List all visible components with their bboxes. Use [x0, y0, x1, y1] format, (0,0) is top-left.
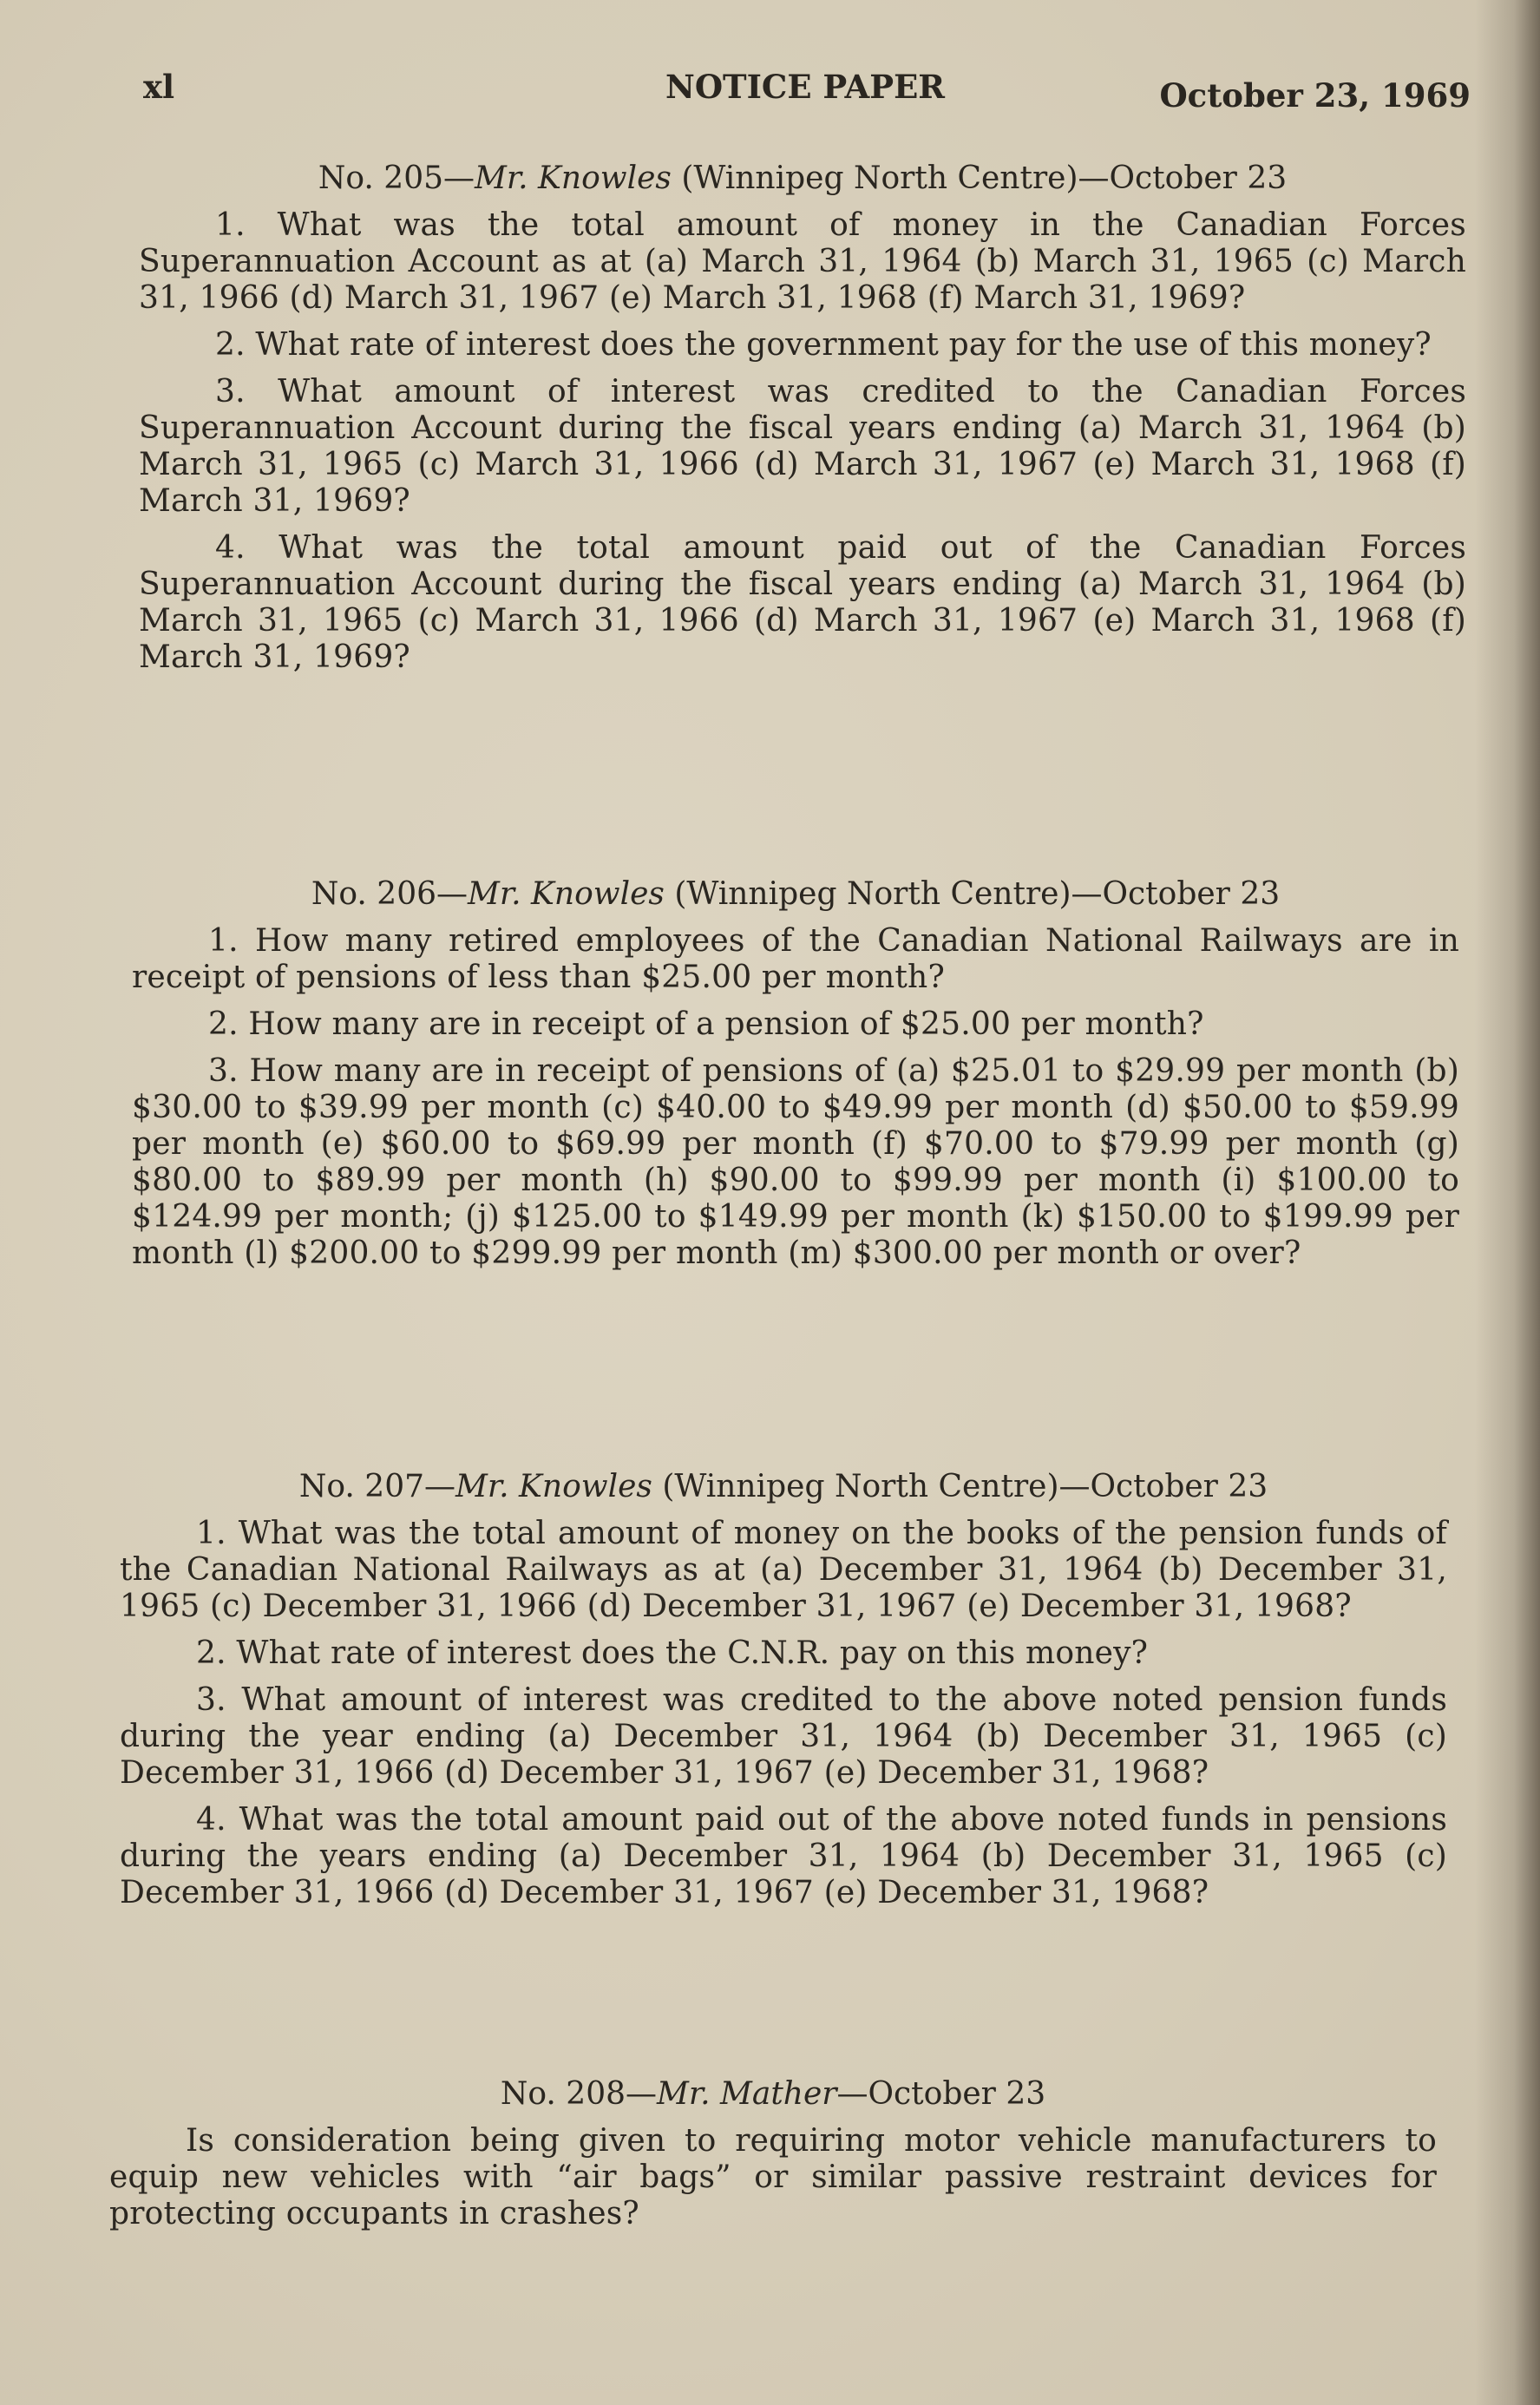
notice-207 [120, 1469, 1447, 1922]
notice-riding-date: (Winnipeg North Centre)—October 23 [671, 161, 1288, 196]
question-3: 3. What amount of interest was credited to the Canadian Forces Superannuation Account during the fiscal years ending (a) March 31, 1964 (b) March 31, 1965 (c) March 31, 1966 (d) March 31, 1967 (e) March 31, 1968 (f) March 31, 1969? [139, 374, 1466, 519]
question-2: 2. What rate of interest does the government pay for the use of this money? [215, 327, 1432, 363]
question-4: 4. What was the total amount paid out of the above noted funds in pensions during the years ending (a) December 31, 1964 (b) December 31, 1965 (c) December 31, 1966 (d) December 31, 1967 (e) December 31, 1968? [120, 1802, 1447, 1910]
question-1: 1. How many retired employees of the Canadian National Railways are in receipt of pensions of less than $25.00 per month? [132, 923, 1459, 995]
question-1: 1. What was the total amount of money in the Canadian Forces Superannuation Account as at (a) March 31, 1964 (b) March 31, 1965 (c) March 31, 1966 (d) March 31, 1967 (e) March 31, 1968 (f) March 31, 1969? [139, 207, 1466, 316]
notice-member: Mr. Knowles [455, 1469, 652, 1504]
notice-208 [109, 2076, 1437, 2243]
notice-heading [120, 1469, 1447, 1505]
question-2: 2. How many are in receipt of a pension of $25.00 per month? [208, 1006, 1204, 1042]
page-header [143, 68, 1471, 120]
notice-riding-date: (Winnipeg North Centre)—October 23 [652, 1469, 1268, 1504]
notice-riding-date: —October 23 [836, 2076, 1046, 2112]
question-4: 4. What was the total amount paid out of the Canadian Forces Superannuation Account during the fiscal years ending (a) March 31, 1964 (b) March 31, 1965 (c) March 31, 1966 (d) March 31, 1967 (e) March 31, 1968 (f) March 31, 1969? [139, 530, 1466, 675]
notice-number: No. 207— [298, 1469, 455, 1504]
question-2: 2. What rate of interest does the C.N.R. pay on this money? [196, 1635, 1149, 1671]
notice-riding-date: (Winnipeg North Centre)—October 23 [664, 876, 1281, 912]
notice-number: No. 206— [311, 876, 468, 912]
notice-number: No. 205— [318, 161, 475, 196]
question-1: Is consideration being given to requiring motor vehicle manufacturers to equip new vehicles with “air bags” or similar passive restraint devices for protecting occupants in crashes? [109, 2123, 1437, 2231]
question-1: 1. What was the total amount of money on the books of the pension funds of the Canadian National Railways as at (a) December 31, 1964 (b) December 31, 1965 (c) December 31, 1966 (d) December 31, 1967 (e) December 31, 1968? [120, 1516, 1447, 1624]
notice-member: Mr. Knowles [468, 876, 665, 912]
notice-206 [132, 876, 1459, 1282]
page-folio: xl [143, 68, 175, 106]
notice-member: Mr. Knowles [475, 161, 672, 196]
page-date: October 23, 1969 [1159, 76, 1471, 115]
question-3: 3. How many are in receipt of pensions of (a) $25.01 to $29.99 per month (b) $30.00 to $39.99 per month (c) $40.00 to $49.99 per month (d) $50.00 to $59.99 per month (e) $60.00 to $69.99 per month (f) $70.00 to $79.99 per month (g) $80.00 to $89.99 per month (h) $90.00 to $99.99 per month (i) $100.00 to $124.99 per month; (j) $125.00 to $149.99 per month (k) $150.00 to $199.99 per month (l) $200.00 to $299.99 per month (m) $300.00 per month or over? [132, 1053, 1459, 1271]
notice-heading [139, 161, 1466, 197]
question-3: 3. What amount of interest was credited to the above noted pension funds during the year ending (a) December 31, 1964 (b) December 31, 1965 (c) December 31, 1966 (d) December 31, 1967 (e) December 31, 1968? [120, 1682, 1447, 1791]
notice-member: Mr. Mather [657, 2076, 837, 2112]
notice-heading [109, 2076, 1437, 2113]
page-title: NOTICE PAPER [665, 68, 946, 106]
notice-205 [139, 161, 1466, 686]
notice-heading [132, 876, 1459, 913]
notice-number: No. 208— [500, 2076, 657, 2112]
